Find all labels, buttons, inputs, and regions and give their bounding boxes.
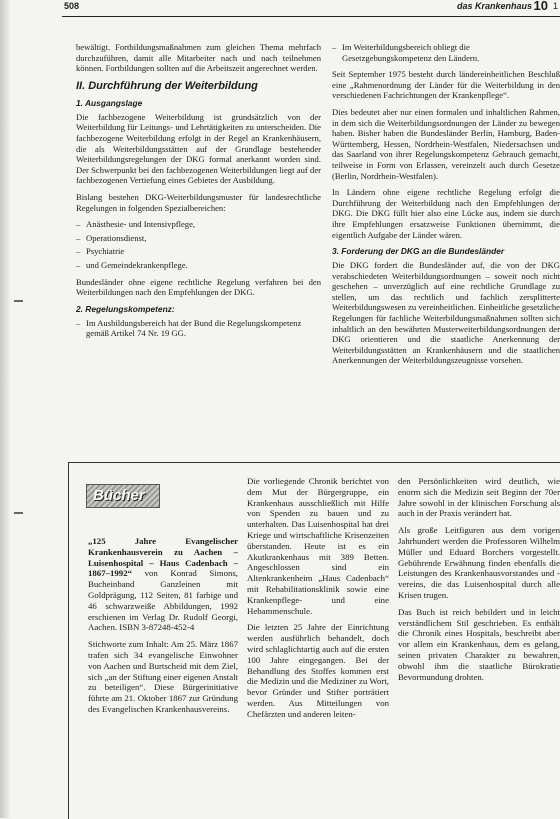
binding-mark xyxy=(14,300,23,302)
subsection-heading: 2. Regelungskompetenz: xyxy=(76,303,175,314)
book-review-column-1 xyxy=(88,536,238,818)
paragraph: Die fachbezogene Weiterbildung ist grundsätzlich von der Weiterbildung für Leitungs- und Lehrtätigkeiten zu unterscheiden. Die fachbezogene Weiterbildung erfolgt in der Regel an Krankenhäusern, die als Weiterbildungsstätten auf der Grundlage bestehender Weiterbildungsregelungen der DKG formal anerkannt worden sind. Der Schwerpunkt bei den fachbezogenen Weiterbildungen liegt auf der fachbezogenen Vertiefung eines Gebietes der Ausbildung. xyxy=(76,111,321,186)
list-item: – Operationsdienst, xyxy=(76,233,321,244)
journal-title: das Krankenhaus xyxy=(456,1,532,11)
paragraph: Seit September 1975 besteht durch ländereinheitlichen Beschluß eine „Rahmenordnung der Länder für die Weiterbildung in den verschiedenen Fachrichtungen der Krankenpflege“. xyxy=(332,69,560,101)
book-details: von Konrad Simons, Bucheinband Ganzleinen mit Goldprägung, 112 Seiten, 81 farbige und 46 schwarzweiße Abbildungen, 1992 erschienen im Verlag Dr. Rudolf Georgi, Aachen. ISBN 3-87248-452-4 xyxy=(88,568,238,633)
page-header xyxy=(62,0,560,17)
paragraph: Dies bedeutet aber nur einen formalen und inhaltlichen Rahmen, in dem sich die Weiterbildungsordnungen der Länder zu bewegen haben. Bisher haben die Bundesländer Berlin, Hamburg, Baden-Württemberg, Hessen, Nordrhein-Westfalen, Niedersachsen und das Saarland von ihrer Regelungskompetenz Gebrauch gemacht, teilweise in Form von Erlassen, vereinzelt auch durch Gesetze (Berlin, Nordrhein-Westfalen). xyxy=(332,106,560,181)
paragraph: den Persönlichkeiten wird deutlich, wie enorm sich die Medizin seit Beginn der 70er Jahre sowohl in der klinischen Forschung als auch in der Praxis verändert hat. xyxy=(398,476,560,519)
article-column-right xyxy=(332,42,560,442)
paragraph: Die DKG fordert die Bundesländer auf, die von der DKG verabschiedeten Weiterbildungsordnungen – soweit noch nicht geschehen – unverzüglich auf eine rechtliche Grundlage zu stellen, um das rechtlich und fachlich zersplitterte Weiterbildungswesen zu vereinheitlichen. Einheitliche gesetzliche Regelungen für fachliche Weiterbildungsmaßnahmen sollten sich inhaltlich an den bewährten Musterweiterbildungsordnungen der DKG orientieren und die staatliche Anerkennung der Weiterbildungsstätten an Krankenhäusern und die staatlichen Anerkennungen der Weiterbildungszeugnisse vorsehen. xyxy=(332,260,560,366)
scan-left-edge xyxy=(0,0,10,818)
section-heading: II. Durchführung der Weiterbildung xyxy=(76,79,258,92)
specialty-list xyxy=(76,219,321,270)
books-title-text: Bücher xyxy=(93,487,145,504)
book-citation xyxy=(88,536,238,633)
book-review-column-3 xyxy=(398,476,560,818)
header-mark: 1 xyxy=(552,1,558,11)
subsection-heading: 1. Ausgangslage xyxy=(76,97,143,108)
paragraph: bewältigt. Fortbildungsmaßnahmen zum gleichen Thema mehrfach durchzuführen, damit alle Mitarbeiter nach und nach teilnehmen können. Fortbildungen sollten auf die Arbeitszeit angerechnet werden. xyxy=(76,42,321,74)
paragraph: Bundesländer ohne eigene rechtliche Regelung verfahren bei den Weiterbildungen nach den Empfehlungen der DKG. xyxy=(76,276,321,298)
paragraph: Stichworte zum Inhalt: Am 25. März 1867 trafen sich 34 evangelische Einwohner von Aachen und Burtscheid mit dem Ziel, sich „an der Stiftung einer eigenen Anstalt zu beteiligen“. Diese Bürgerinitiative führte am 21. Oktober 1867 zur Gründung des Evangelischen Krankenhausvereins. xyxy=(88,639,238,714)
paragraph: Bislang bestehen DKG-Weiterbildungsmuster für landesrechtliche Regelungen in folgenden Spezialbereichen: xyxy=(76,191,321,213)
paragraph: Die vorliegende Chronik berichtet von dem Mut der Bürgergruppe, ein Krankenhaus ausschließlich mit Hilfe von Spenden zu bauen und zu unterhalten. Das Luisenhospital hat drei Kriege und wirtschaftliche Krisenzeiten überstanden. Heute ist es ein Akutkrankenhaus mit 389 Betten. Angeschlossen sind ein Altenkrankenheim „Haus Cadenbach“ mit Rehabilitationsklinik sowie eine Krankenpflege- und eine Hebammenschule. xyxy=(247,476,389,616)
paragraph: In Ländern ohne eigene rechtliche Regelung erfolgt die Durchführung der Weiterbildung nach den Empfehlungen der DKG. Die DKG füllt hier also eine Lücke aus, indem sie durch ihre Empfehlungen ersatzweise Funktionen übernimmt, die eigentlich Aufgabe der Länder wären. xyxy=(332,187,560,240)
books-section-title xyxy=(86,484,160,508)
book-review-column-2 xyxy=(247,476,389,818)
list-item: – Im Ausbildungsbereich hat der Bund die Regelungskompetenz gemäß Artikel 74 Nr. 19 GG. xyxy=(76,318,321,339)
book-title: „125 Jahre Evangelischer Krankenhausverein zu Aachen – Luisenhospital – Haus Cadenbach – 1867–1992“ xyxy=(88,536,238,579)
competence-list xyxy=(76,318,321,339)
list-item: – und Gemeindekrankenpflege. xyxy=(76,260,321,271)
paragraph: Als große Leitfiguren aus dem vorigen Jahrhundert werden die Professoren Wilhelm Müller und Eduard Borchers vorgestellt. Gebührende Erwähnung finden ebenfalls die Leistungen des Krankenhausvorstandes und -vereins, die das Luisenhospital durch alle Krisen trugen. xyxy=(398,525,560,600)
binding-mark xyxy=(14,512,23,514)
list-item: – Im Weiterbildungsbereich obliegt die Gesetzgebungskompetenz den Ländern. xyxy=(332,42,560,63)
competence-list-cont xyxy=(332,42,560,63)
paragraph: Das Buch ist reich bebildert und in leicht verständlichem Stil geschrieben. Es enthält die Chronik eines Hospitals, beschreibt aber vor allem ein Krankenhaus, dem es gelang, seinen privaten Charakter zu bewahren, obwohl ihm die staatliche Bürokratie Bevormundung drohten. xyxy=(398,606,560,682)
issue-number: 10 xyxy=(533,0,548,13)
subsection-heading: 3. Forderung der DKG an die Bundesländer xyxy=(332,246,505,257)
page-number: 508 xyxy=(64,1,80,11)
article-column-left xyxy=(76,42,321,442)
list-item: – Psychiatrie xyxy=(76,246,321,257)
list-item: – Anästhesie- und Intensivpflege, xyxy=(76,219,321,230)
paragraph: Die letzten 25 Jahre der Einrichtung werden ausführlich behandelt, doch wird schlaglichtartig auch auf die ersten 100 Jahre eingegangen. Bei der Behandlung des Stoffes kommen erst die Medizin und die Mediziner zu Wort, bevor Gründer und Stifter porträtiert werden. Aus Mitteilungen von Chefärzten und anderen leiten- xyxy=(247,622,389,719)
